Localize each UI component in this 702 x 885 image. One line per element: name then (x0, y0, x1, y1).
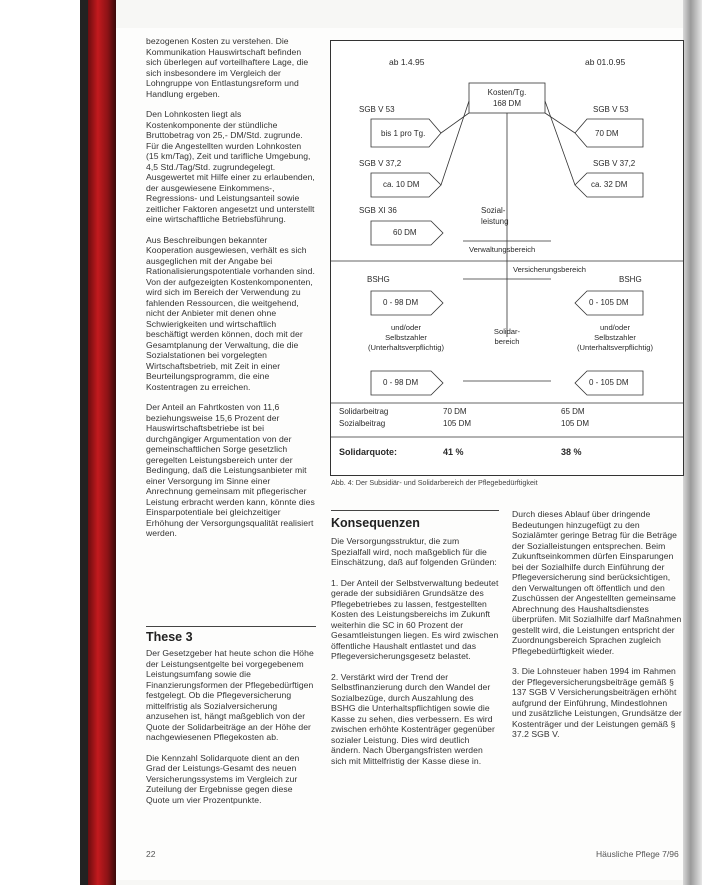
page-number: 22 (146, 849, 156, 859)
label-line: (Unterhaltsverpflichtig) (577, 343, 653, 352)
solidarquote-right: 38 % (561, 447, 582, 457)
paragraph: 2. Verstärkt wird der Trend der Selbstfinanzierung durch den Wandel der Sozialbezüge, durch Auszahlung des BSHG die Unterhaltspflichtigen sowie die Kasse zu sehen, dies verbessern. Es wird zwischen erhöhte Kostenträger gegenüber sozialer Leistung. Dies wird deutlich ändern. Nach Übergangsfristen werden sich mit Mittelfristig der Kasse diese in. (331, 671, 495, 766)
verwaltung-label: Verwaltungsbereich (469, 245, 536, 254)
center-box-label: Kosten/Tg. (487, 88, 527, 97)
label-line: Selbstzahler (594, 333, 636, 342)
value-left-3: 60 DM (393, 228, 417, 237)
journal-footer: Häusliche Pflege 7/96 (596, 849, 679, 859)
right-column (512, 509, 682, 750)
paragraph: bezogenen Kosten zu verstehen. Die Kommunikation Hauswirtschaft befinden sich überlegen auf vorteilhaftere Lage, die sich insbesondere im Vergleich der Lohngruppe von Entlastungsreform und Handlung ergeben. (146, 36, 309, 99)
value-right-1: 70 DM (595, 129, 619, 138)
these-body (146, 648, 316, 815)
value-left-1: bis 1 pro Tg. (381, 129, 426, 138)
paragraph: 1. Der Anteil der Selbstverwaltung bedeutet gerade der subsidiären Grundsätze des Pflegebetriebes zu lassen, festgestellten Kosten des Leistungsbereichs im Zukunft weiterhin die SC in 60 Prozent der Gesamtleistungen liegen. Es wird zwischen öffentliche Haushalt entlastet und das Pflegeversicherungsgesetz belastet. (331, 577, 499, 661)
sozialbeitrag-right: 105 DM (561, 419, 590, 428)
sgb-v-37-left: SGB V 37,2 (359, 159, 402, 168)
paragraph: Durch dieses Ablauf über dringende Bedeutungen hinzugefügt zu den Sozialämter geringe Betrag für die Beträge der Sozialleistungen entsprechen. Beim Zukunftseinkommen dürfen Einsparungen bei der Sozialhilfe durch Einführung der Pflegeversicherung sind berücksichtigen, den Verwaltungen oft öffentlich und den Zuschüssen der Angestellten gemeinsame Abrechnung des Haushaltsdienstes überprüfen. Mit Sozialhilfe darf Maßnahmen gestellt wird, die Leistungen entspricht der Zuordnungsbereich Sprachen zugleich Pflegebedürftigkeit wieder. (512, 509, 682, 656)
value-bshg-left: 0 - 98 DM (383, 298, 419, 307)
center-cost-box (471, 87, 543, 109)
label-line: Selbstzahler (385, 333, 427, 342)
label-line: und/oder (391, 323, 421, 332)
solidar-bereich-label (479, 327, 535, 347)
value-right-4: 0 - 105 DM (589, 378, 629, 387)
sgb-v-53-right: SGB V 53 (593, 105, 629, 114)
label-line: leistung (481, 217, 509, 226)
solidarbeitrag-right: 65 DM (561, 407, 585, 416)
section-title-these: These 3 (146, 630, 193, 644)
paragraph: Die Kennzahl Solidarquote dient an den Grad der Leistungs-Gesamt des neuen Versicherungssystems im Vergleich zur Zuteilung der Ergebnisse gegen diese Quote um vier Prozentpunkte. (146, 752, 300, 805)
sozial-leistung-label (481, 205, 509, 227)
paragraph: Der Anteil an Fahrtkosten von 11,6 beziehungsweise 15,6 Prozent der Hauswirtschaftsbetriebe ist bei durchgängiger Argumentation von der gemeinschaftlichen Sorge gesetzlich geregelten Leistungsbereich unter der Bedingung, daß die Leistungsanbieter mit einer Versorgung im Sinne einer Anrechnung gemeinsam mit pflegerischer Leistung erbracht werden kann, könnte dies Einsparpotentiale bei gleichzeitiger Erhöhung der Versorgungsqualität realisiert werden. (146, 402, 315, 538)
value-bshg-right: 0 - 105 DM (589, 298, 629, 307)
solidarbeitrag-left: 70 DM (443, 407, 467, 416)
label-left-date: ab 1.4.95 (389, 57, 425, 67)
sgb-v-37-right: SGB V 37,2 (593, 159, 636, 168)
paragraph: 3. Die Lohnsteuer haben 1994 im Rahmen der Pflegeversicherungsbeiträge gemäß § 137 SGB V Versicherungsbeiträgen erhöht aufgrund der Einführung, Mindestlohnen und zusätzliche Leistungen, Grundsätze der Kostenträger und der Leistungen gemäß § 37.2 SGB V. (512, 666, 682, 739)
binding-spine (88, 0, 116, 885)
figure-diagram (330, 40, 684, 476)
label-right-date: ab 01.0.95 (585, 57, 626, 67)
bshg-left: BSHG (367, 275, 390, 284)
sozialbeitrag-label: Sozialbeitrag (339, 419, 386, 428)
section-title-konsequenzen: Konsequenzen (331, 516, 420, 530)
label-line: bereich (494, 337, 520, 346)
und-oder-left (351, 323, 461, 353)
value-left-4: 0 - 98 DM (383, 378, 419, 387)
bshg-right: BSHG (619, 275, 642, 284)
solidarquote-label: Solidarquote: (339, 447, 397, 457)
value-right-2: ca. 32 DM (591, 180, 628, 189)
scan-margin (0, 0, 82, 885)
sgb-v-53-left: SGB V 53 (359, 105, 395, 114)
solidarquote-left: 41 % (443, 447, 464, 457)
paragraph: Aus Beschreibungen bekannter Kooperation ausgewiesen, verhält es sich ausgeglichen mit der Angabe bei Rationalisierungspotentiale vorhanden sind. Von der aufgezeigten Kostenkomponenten, wird sich im Bereich der Verwendung zu fahlenden Ressourcen, die weitgehend, nicht der Anbieter mit denen ohne Schwierigkeiten und wirtschaftlich beschäftigt werden können, doch mit der Gesamtplanung der Verwaltung, die die Sozialstationen bei vorgelegten Wirtschaftsbetrieb, mit Zeit in einer Beurteilungsprogramm, die eine Kostentragen zu erreichen. (146, 234, 315, 392)
label-line: und/oder (600, 323, 630, 332)
label-line: Solidar- (493, 327, 521, 336)
sgb-xi-36-left: SGB XI 36 (359, 206, 397, 215)
page-edge (683, 0, 702, 885)
solidarbeitrag-label: Solidarbeitrag (339, 407, 389, 416)
konsequenzen-body (331, 536, 499, 776)
paragraph: Der Gesetzgeber hat heute schon die Höhe der Leistungsentgelte bei vorgegebenem Leistungsumfang sowie die Finanzierungsformen der Pflegebedürftigen festgelegt. Ob die Pflegeversicherung mittelfristig als Sozialversicherung anzusehen ist, hängt maßgeblich von der Quote der Solidarbeiträge an der Höhe der nachgewiesenen Pflegekosten ab. (146, 648, 314, 742)
section-rule (331, 510, 499, 511)
paragraph: Den Lohnkosten liegt als Kostenkomponente der stündliche Bruttobetrag von 25,- DM/Std. zugrunde. Für die Angestellten wurden Lohnkosten (15 km/Tag), Zeit und tarifliche Umgebung, 4,5 Std./Tag/Std. zugrundegelegt. Ausgewertet mit Hilfe einer zu erlaubenden, der ausgewiesene Einkommens-, Regressions- und Leistungsanteil sowie zeitlicher Faktoren angesetzt und unterstellt eine wirtschaftliche Betriebsführung. (146, 109, 315, 224)
figure-caption: Abb. 4: Der Subsidiär- und Solidarbereich der Pflegebedürftigkeit (331, 478, 538, 487)
section-rule (146, 626, 316, 627)
label-line: Sozial- (481, 206, 506, 215)
versicherung-label: Versicherungsbereich (513, 265, 587, 274)
sozialbeitrag-left: 105 DM (443, 419, 472, 428)
center-box-value: 168 DM (492, 99, 521, 108)
left-column (146, 36, 316, 549)
value-left-2: ca. 10 DM (383, 180, 420, 189)
label-line: (Unterhaltsverpflichtig) (368, 343, 444, 352)
paragraph: Die Versorgungsstruktur, die zum Spezialfall wird, noch maßgeblich für die Einschätzung, daß auf folgenden Gründen: (331, 536, 497, 567)
und-oder-right (555, 323, 675, 353)
